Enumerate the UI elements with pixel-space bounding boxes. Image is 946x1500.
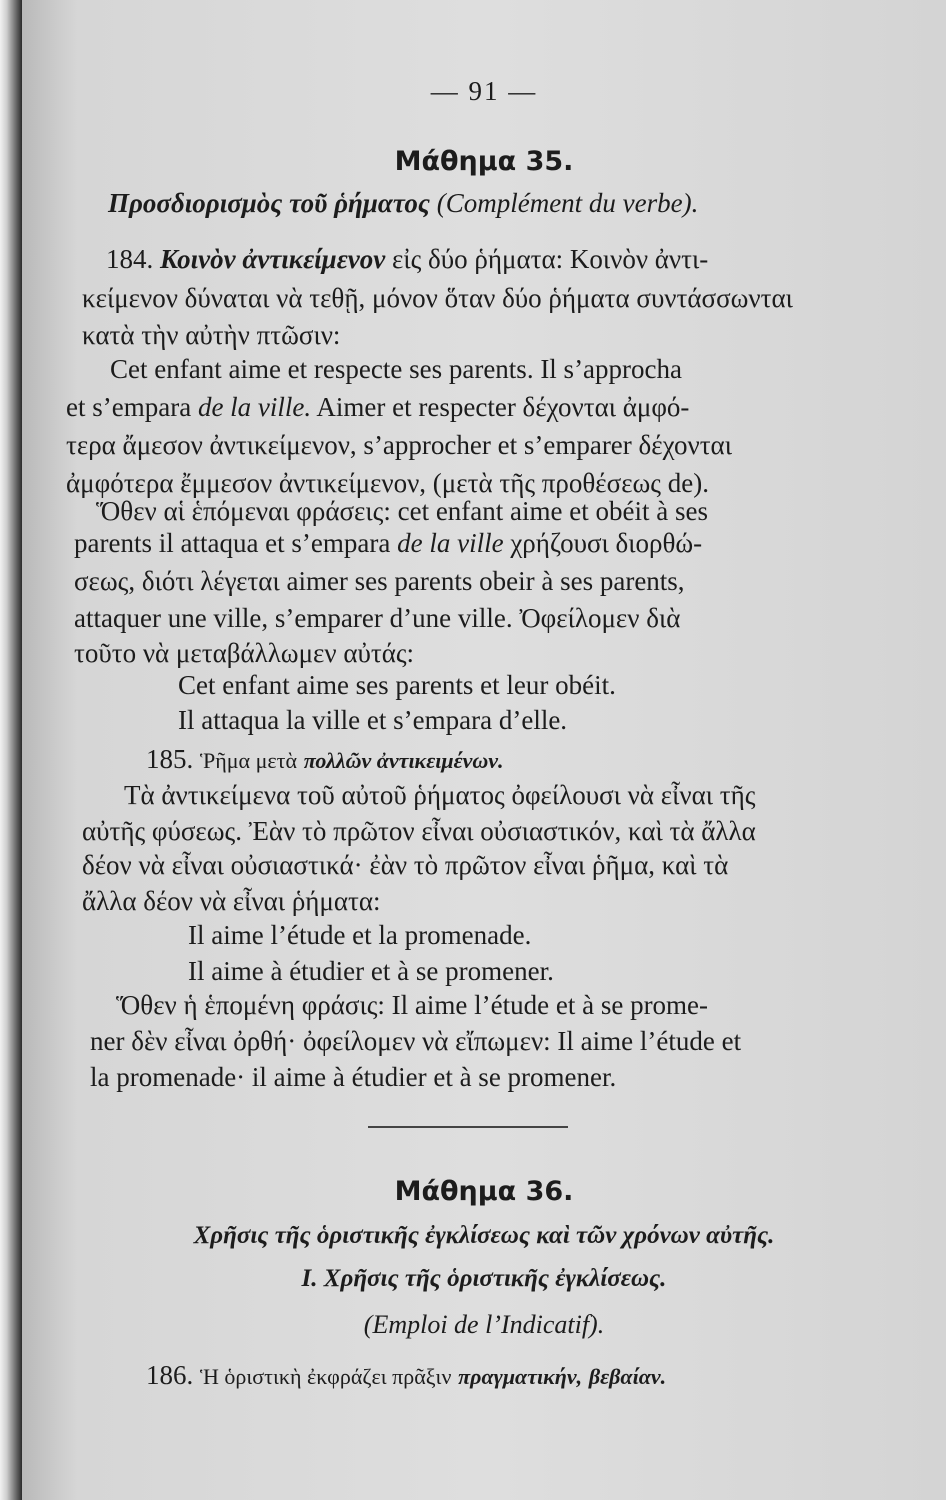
paragraph-185-line-7: ner δὲν εἶναι ὀρθή· ὀφείλομεν νὰ εἴπωμεν: Il aime l’étude et bbox=[90, 1026, 742, 1056]
text: parents il attaqua et s’empara bbox=[74, 528, 391, 558]
paragraph-184-line-3: κατὰ τὴν αὐτὴν πτῶσιν: bbox=[82, 320, 341, 350]
paragraph-184-line-6: τερα ἄμεσον ἀντικείμενον, s’approcher et s’emparer δέχονται bbox=[66, 430, 732, 460]
example-185-1: Il aime l’étude et la promenade. bbox=[188, 920, 532, 950]
paragraph-184-line-1 bbox=[106, 246, 708, 273]
paragraph-184-line-10: σεως, διότι λέγεται aimer ses parents obeir à ses parents, bbox=[74, 566, 685, 596]
paragraph-184-line-4: Cet enfant aime et respecte ses parents. Il s’approcha bbox=[110, 354, 682, 384]
paragraph-184-line-12: τοῦτο νὰ μεταβάλλωμεν αὐτάς: bbox=[74, 638, 415, 668]
term: πολλῶν ἀντικειμένων. bbox=[303, 748, 504, 773]
page-number: — 91 — bbox=[430, 76, 538, 106]
section-heading: I. Χρῆσις τῆς ὁριστικῆς ἐγκλίσεως. bbox=[301, 1265, 667, 1292]
text: Aimer et respecter δέχονται ἀμφό- bbox=[316, 392, 690, 422]
paragraph-185-line-3: αὐτῆς φύσεως. Ἐὰν τὸ πρῶτον εἶναι οὐσιαστικόν, καὶ τὰ ἄλλα bbox=[82, 816, 756, 846]
section-heading-french: (Emploi de l’Indicatif). bbox=[363, 1310, 605, 1339]
paragraph-184-line-7: ἀμφότερα ἔμμεσον ἀντικείμενον, (μετὰ τῆς προθέσεως de). bbox=[66, 468, 709, 498]
example-185-2: Il aime à étudier et à se promener. bbox=[188, 956, 554, 986]
paragraph-184-line-5 bbox=[66, 394, 689, 421]
text: Ἡ ὁριστικὴ ἐκφράζει πρᾶξιν bbox=[200, 1364, 452, 1389]
term: Κοινὸν ἀντικείμενον bbox=[160, 244, 386, 274]
paragraph-185-line-5: ἄλλα δέον νὰ εἶναι ῥήματα: bbox=[82, 886, 381, 916]
adjacent-page-edge bbox=[0, 0, 22, 1500]
term: βεβαίαν. bbox=[588, 1364, 667, 1389]
paragraph-185-line-6: Ὅθεν ἡ ἑπομένη φράσις: Il aime l’étude et à se prome- bbox=[116, 990, 709, 1020]
paragraph-185-line-2: Τὰ ἀντικείμενα τοῦ αὐτοῦ ῥήματος ὀφείλουσι νὰ εἶναι τῆς bbox=[124, 780, 756, 810]
paragraph-number: 185. bbox=[146, 744, 194, 774]
italic-text: de la ville bbox=[397, 528, 504, 558]
paragraph-number: 186. bbox=[146, 1360, 194, 1390]
text: Ῥῆμα μετὰ bbox=[200, 748, 297, 773]
italic-text: de la ville. bbox=[197, 392, 312, 422]
paragraph-184-line-8: Ὅθεν αἱ ἑπόμεναι φράσεις: cet enfant aime et obéit à ses bbox=[96, 496, 708, 526]
paragraph-number: 184. bbox=[106, 244, 154, 274]
paragraph-184-line-2: κείμενον δύναται νὰ τεθῇ, μόνον ὅταν δύο ῥήματα συντάσσωνται bbox=[82, 283, 793, 313]
book-page bbox=[22, 0, 946, 1500]
lesson-36-title: Μάθημα 36. bbox=[394, 1176, 574, 1207]
term: πραγματικήν, bbox=[458, 1364, 583, 1389]
text: et s’empara bbox=[66, 392, 192, 422]
text: χρήζουσι διορθώ- bbox=[510, 528, 703, 558]
example-184-2: Il attaqua la ville et s’empara d’elle. bbox=[178, 705, 568, 735]
section-divider bbox=[368, 1126, 568, 1128]
lesson-36-subtitle: Χρῆσις τῆς ὁριστικῆς ἐγκλίσεως καὶ τῶν χρόνων αὐτῆς. bbox=[193, 1222, 775, 1249]
paragraph-184-line-11: attaquer une ville, s’emparer d’une ville. Ὀφείλομεν διὰ bbox=[74, 603, 681, 633]
example-184-1: Cet enfant aime ses parents et leur obéit. bbox=[178, 670, 616, 700]
paragraph-185-line-1 bbox=[146, 746, 504, 773]
lesson-35-title: Μάθημα 35. bbox=[394, 146, 574, 177]
subtitle-greek: Προσδιορισμὸς τοῦ ῥήματος bbox=[108, 188, 430, 218]
lesson-35-subtitle bbox=[108, 190, 698, 217]
paragraph-186-line-1 bbox=[146, 1362, 666, 1389]
paragraph-185-line-8: la promenade· il aime à étudier et à se promener. bbox=[90, 1062, 617, 1092]
paragraph-184-line-9 bbox=[74, 530, 702, 557]
subtitle-french: (Complément du verbe). bbox=[436, 188, 699, 218]
paragraph-185-line-4: δέον νὰ εἶναι οὐσιαστικά· ἐὰν τὸ πρῶτον εἶναι ῥῆμα, καὶ τὰ bbox=[82, 850, 729, 880]
text: εἰς δύο ῥήματα: Κοινὸν ἀντι- bbox=[392, 244, 709, 274]
